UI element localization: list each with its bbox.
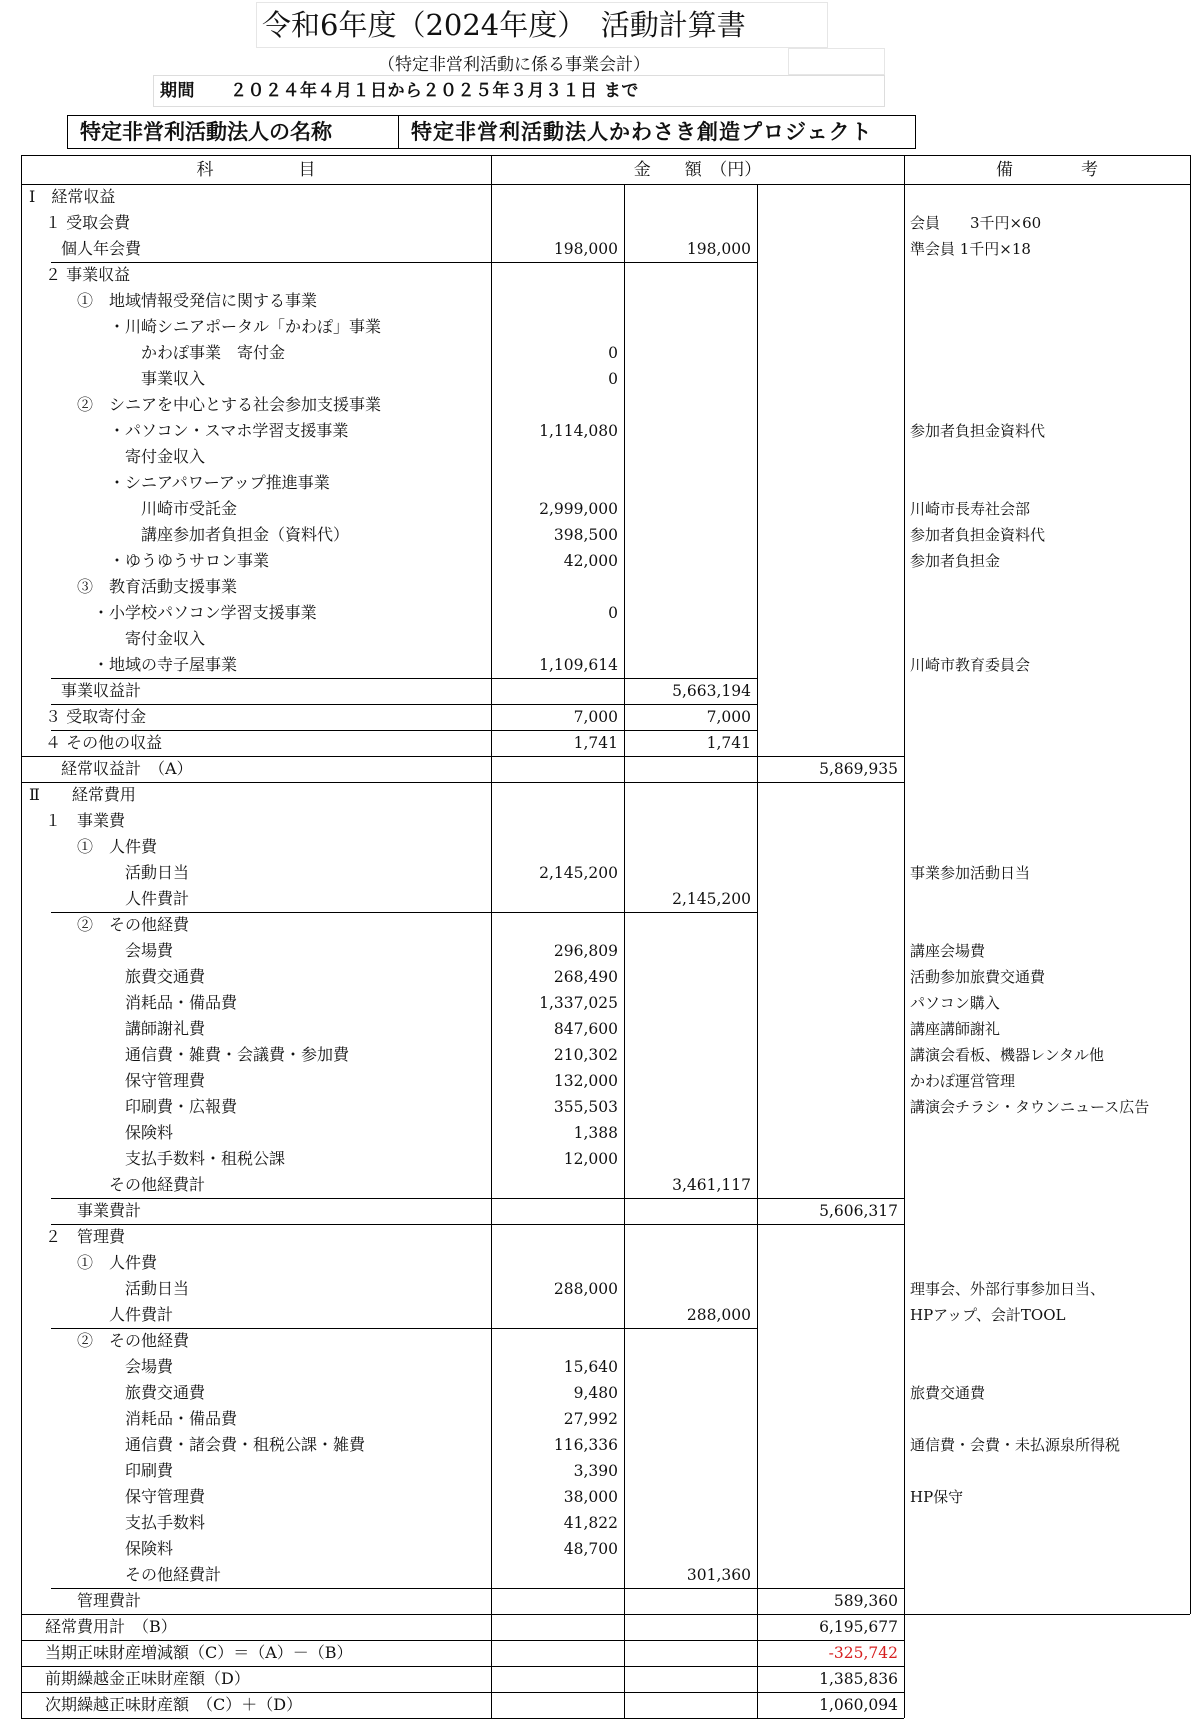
- table-header-border: [21, 184, 1190, 185]
- amount-detail: 288,000: [553, 1280, 618, 1298]
- item-label: Ⅱ 経常費用: [29, 785, 136, 804]
- table-right-border: [1190, 155, 1191, 1614]
- amount-subtotal: 5,663,194: [672, 682, 751, 700]
- item-label: 人件費計: [109, 1305, 174, 1324]
- note-text: HPアップ、会計TOOL: [910, 1306, 1066, 1324]
- item-label: 次期繰越正味財産額 （C）＋（D）: [45, 1695, 303, 1714]
- item-label: 会場費: [125, 941, 174, 960]
- item-label: ① 人件費: [77, 837, 158, 856]
- column-header-item: 科 目: [196, 160, 316, 180]
- item-label: ・小学校パソコン学習支援事業: [93, 603, 317, 622]
- item-label: ・ゆうゆうサロン事業: [109, 551, 270, 570]
- row-border: [21, 1614, 904, 1615]
- note-text: 旅費交通費: [910, 1384, 986, 1402]
- amount-subtotal: 1,741: [706, 734, 751, 752]
- item-label: 活動日当: [125, 1279, 190, 1298]
- note-text: かわぽ運営管理: [910, 1072, 1016, 1090]
- item-label: 旅費交通費: [125, 967, 206, 986]
- amount-detail: 15,640: [563, 1358, 618, 1376]
- note-column-border: [904, 155, 905, 1718]
- activity-statement-table: [21, 155, 1190, 1720]
- amount-detail: 3,390: [573, 1462, 618, 1480]
- item-label: ・シニアパワーアップ推進事業: [109, 473, 330, 492]
- row-border: [21, 782, 904, 783]
- amount-detail: 7,000: [573, 708, 618, 726]
- item-label: 前期繰越金正味財産額（D）: [45, 1669, 250, 1688]
- item-label: ２ 事業収益: [45, 265, 131, 284]
- amount-detail: 27,992: [563, 1410, 618, 1428]
- amount-subtotal: 301,360: [686, 1566, 751, 1584]
- amount-detail: 1,109,614: [539, 656, 618, 674]
- row-border: [51, 1328, 757, 1329]
- amount-detail: 116,336: [553, 1436, 618, 1454]
- row-border: [51, 912, 757, 913]
- item-label: ② その他経費: [77, 915, 190, 934]
- amount-detail: 9,480: [573, 1384, 618, 1402]
- item-label: 支払手数料: [125, 1513, 206, 1532]
- amount-detail: 0: [608, 370, 618, 388]
- item-label: ３ 受取寄付金: [45, 707, 147, 726]
- item-label: 通信費・諸会費・租税公課・雑費: [125, 1435, 366, 1454]
- note-bottom-border: [904, 1614, 1190, 1615]
- item-label: ① 人件費: [77, 1253, 158, 1272]
- note-text: パソコン購入: [910, 994, 1000, 1012]
- item-label: 旅費交通費: [125, 1383, 206, 1402]
- row-border: [51, 1198, 904, 1199]
- item-label: ② シニアを中心とする社会参加支援事業: [77, 395, 382, 414]
- item-label: 川崎市受託金: [141, 499, 238, 518]
- amount-total: 6,195,677: [819, 1618, 898, 1636]
- item-label: 事業費計: [77, 1201, 142, 1220]
- row-border: [51, 730, 757, 731]
- organization-name-box: [67, 115, 916, 149]
- note-text: 講演会看板、機器レンタル他: [910, 1046, 1105, 1064]
- amount-detail: 48,700: [563, 1540, 618, 1558]
- document-title: 令和6年度（2024年度） 活動計算書: [262, 8, 746, 42]
- item-label: 管理費計: [77, 1591, 142, 1610]
- table-bottom-border: [21, 1718, 904, 1719]
- note-text: 理事会、外部行事参加日当、: [910, 1280, 1106, 1298]
- organization-label: 特定非営利活動法人の名称: [68, 116, 399, 148]
- amount-total: -325,742: [828, 1644, 898, 1662]
- amount-total: 1,385,836: [819, 1670, 898, 1688]
- amount-total: 1,060,094: [819, 1696, 898, 1714]
- item-label: 人件費計: [125, 889, 190, 908]
- note-text: 参加者負担金資料代: [910, 422, 1046, 440]
- amount-detail: 38,000: [563, 1488, 618, 1506]
- item-label: １ 受取会費: [45, 213, 131, 232]
- amount-detail: 268,490: [553, 968, 618, 986]
- item-label: 講師謝礼費: [125, 1019, 206, 1038]
- item-label: ・パソコン・スマホ学習支援事業: [109, 421, 349, 440]
- table-left-border: [21, 155, 22, 1718]
- column-header-note: 備 考: [996, 160, 1098, 180]
- subtitle-frame: [788, 48, 885, 75]
- item-label: １ 事業費: [45, 811, 126, 830]
- amount-subtotal: 288,000: [686, 1306, 751, 1324]
- row-border: [21, 1692, 904, 1693]
- row-border: [51, 1224, 904, 1225]
- item-label: 寄付金収入: [125, 447, 206, 466]
- item-label: 会場費: [125, 1357, 174, 1376]
- column-header-amount: 金 額 （円）: [633, 160, 762, 180]
- amount-detail: 12,000: [563, 1150, 618, 1168]
- note-text: 通信費・会費・未払源泉所得税: [910, 1436, 1121, 1454]
- item-label: 事業収益計: [61, 681, 142, 700]
- document-subtitle: （特定非営利活動に係る事業会計）: [378, 55, 650, 75]
- item-label: 個人年会費: [61, 239, 142, 258]
- note-text: 参加者負担金資料代: [910, 526, 1046, 544]
- item-label: ・地域の寺子屋事業: [93, 655, 238, 674]
- amount-detail: 1,114,080: [539, 422, 618, 440]
- amount-subtotal: 7,000: [706, 708, 751, 726]
- amount-detail: 210,302: [553, 1046, 618, 1064]
- item-label: 経常費用計 （B）: [45, 1617, 177, 1636]
- item-label: 寄付金収入: [125, 629, 206, 648]
- amount-detail: 296,809: [553, 942, 618, 960]
- amount-total: 589,360: [833, 1592, 898, 1610]
- note-text: 準会員 1千円×18: [910, 240, 1031, 258]
- amount-subtotal: 198,000: [686, 240, 751, 258]
- row-border: [51, 262, 757, 263]
- item-label: 印刷費・広報費: [125, 1097, 238, 1116]
- item-label: ③ 教育活動支援事業: [77, 577, 238, 596]
- amount-detail: 1,337,025: [539, 994, 618, 1012]
- amount-detail: 2,145,200: [539, 864, 618, 882]
- organization-name: 特定非営利活動法人かわさき創造プロジェクト: [411, 120, 873, 144]
- table-top-border: [21, 155, 1190, 156]
- item-label: その他経費計: [109, 1175, 206, 1194]
- amount-detail: 2,999,000: [539, 500, 618, 518]
- amount-detail: 0: [608, 344, 618, 362]
- item-label: 事業収入: [141, 369, 206, 388]
- amount-detail: 1,388: [573, 1124, 618, 1142]
- amount-detail: 132,000: [553, 1072, 618, 1090]
- note-text: 講演会チラシ・タウンニュース広告: [910, 1098, 1150, 1116]
- row-border: [51, 704, 757, 705]
- note-text: 事業参加活動日当: [910, 864, 1031, 882]
- amount-detail: 41,822: [563, 1514, 618, 1532]
- item-label: 保守管理費: [125, 1071, 206, 1090]
- row-border: [21, 756, 904, 757]
- amount-subcolumn-border: [757, 184, 758, 1718]
- item-label: Ⅰ 経常収益: [29, 187, 116, 206]
- amount-detail: 1,741: [573, 734, 618, 752]
- amount-detail: 355,503: [553, 1098, 618, 1116]
- item-label: 経常収益計 （A）: [61, 759, 193, 778]
- amount-detail: 0: [608, 604, 618, 622]
- item-label: 保守管理費: [125, 1487, 206, 1506]
- row-border: [51, 1588, 904, 1589]
- note-text: 会員 3千円×60: [910, 214, 1042, 232]
- item-label: ４ その他の収益: [45, 733, 163, 752]
- item-label: ① 地域情報受発信に関する事業: [77, 291, 318, 310]
- item-label: 印刷費: [125, 1461, 174, 1480]
- item-label: 講座参加者負担金（資料代）: [141, 525, 350, 544]
- amount-subcolumn-border: [624, 184, 625, 1718]
- note-text: 参加者負担金: [910, 552, 1001, 570]
- item-label: ② その他経費: [77, 1331, 190, 1350]
- amount-column-border: [491, 155, 492, 1718]
- amount-total: 5,606,317: [819, 1202, 898, 1220]
- note-text: 講座講師謝礼: [910, 1020, 1001, 1038]
- note-text: 講座会場費: [910, 942, 986, 960]
- note-text: 川崎市長寿社会部: [910, 500, 1031, 518]
- item-label: 保険料: [125, 1123, 174, 1142]
- item-label: 当期正味財産増減額（C）＝（A）－（B）: [45, 1643, 353, 1662]
- note-text: 活動参加旅費交通費: [910, 968, 1046, 986]
- item-label: ・川崎シニアポータル「かわぽ」事業: [109, 317, 382, 336]
- amount-detail: 847,600: [553, 1020, 618, 1038]
- row-border: [21, 1666, 904, 1667]
- fiscal-period: 期間 ２０２４年４月１日から２０２５年３月３１日 まで: [160, 81, 639, 101]
- item-label: 活動日当: [125, 863, 190, 882]
- row-border: [21, 1640, 904, 1641]
- amount-detail: 398,500: [553, 526, 618, 544]
- item-label: 支払手数料・租税公課: [125, 1149, 286, 1168]
- amount-detail: 198,000: [553, 240, 618, 258]
- amount-subtotal: 3,461,117: [672, 1176, 751, 1194]
- note-text: 川崎市教育委員会: [910, 656, 1031, 674]
- amount-total: 5,869,935: [819, 760, 898, 778]
- amount-subtotal: 2,145,200: [672, 890, 751, 908]
- row-border: [51, 678, 757, 679]
- item-label: 消耗品・備品費: [125, 1409, 238, 1428]
- item-label: その他経費計: [125, 1565, 222, 1584]
- item-label: かわぽ事業 寄付金: [141, 343, 286, 362]
- item-label: ２ 管理費: [45, 1227, 126, 1246]
- note-text: HP保守: [910, 1488, 964, 1506]
- item-label: 保険料: [125, 1539, 174, 1558]
- item-label: 通信費・雑費・会議費・参加費: [125, 1045, 350, 1064]
- amount-detail: 42,000: [563, 552, 618, 570]
- item-label: 消耗品・備品費: [125, 993, 238, 1012]
